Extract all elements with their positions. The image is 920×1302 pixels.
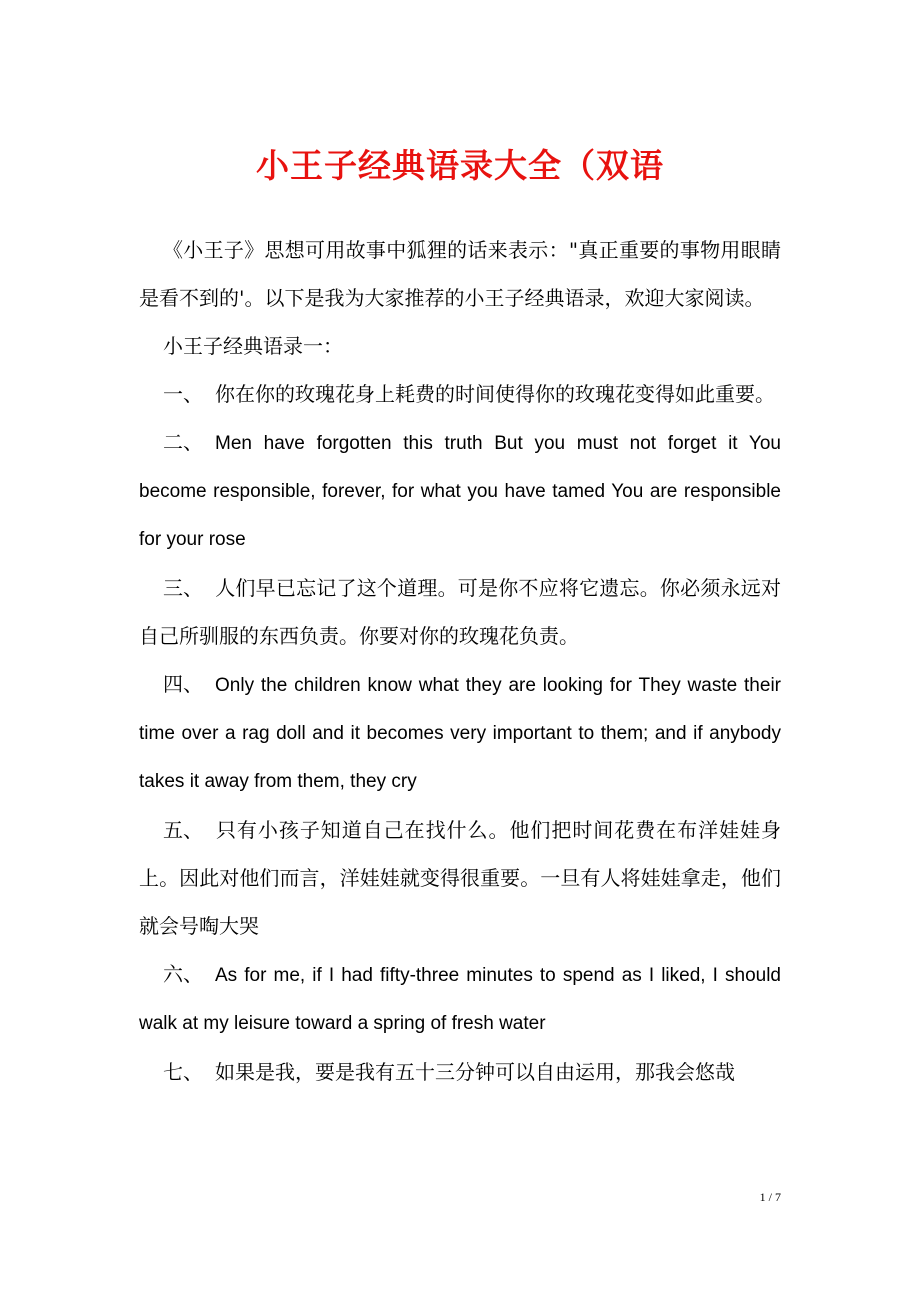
item-text: Only the children know what they are looking for They waste their time over a rag doll and it becomes very important to them; and if anybody takes it away from them, they cry <box>139 675 781 792</box>
list-item <box>139 370 781 418</box>
section-heading: 小王子经典语录一： <box>163 334 343 358</box>
list-item <box>139 564 781 660</box>
document-body <box>139 226 781 1096</box>
item-text: As for me, if I had fifty-three minutes to spend as I liked, I should walk at my leisure toward a spring of fresh water <box>139 965 781 1034</box>
document-title: 小王子经典语录大全（双语 <box>256 146 664 185</box>
item-number: 三、 <box>163 576 203 600</box>
item-text: 人们早已忘记了这个道理。可是你不应将它遗忘。你必须永远对自己所驯服的东西负责。你要对你的玫瑰花负责。 <box>139 576 781 648</box>
list-item <box>139 806 781 950</box>
list-item <box>139 1048 781 1096</box>
item-text: Men have forgotten this truth But you must not forget it You become responsible, forever, for what you have tamed You are responsible for your rose <box>139 433 781 550</box>
item-number: 五、 <box>163 818 203 842</box>
item-text: 如果是我，要是我有五十三分钟可以自由运用，那我会悠哉 <box>215 1060 735 1084</box>
item-text: 你在你的玫瑰花身上耗费的时间使得你的玫瑰花变得如此重要。 <box>215 382 775 406</box>
item-number: 七、 <box>163 1060 203 1084</box>
intro-paragraph: 《小王子》思想可用故事中狐狸的话来表示："真正重要的事物用眼睛是看不到的'。以下是我为大家推荐的小王子经典语录，欢迎大家阅读。 <box>139 238 781 310</box>
page-indicator: 1 / 7 <box>759 1190 781 1204</box>
item-number: 六、 <box>163 962 203 986</box>
list-item <box>139 660 781 806</box>
item-number: 一、 <box>163 382 203 406</box>
list-item <box>139 418 781 564</box>
item-text: 只有小孩子知道自己在找什么。他们把时间花费在布洋娃娃身上。因此对他们而言，洋娃娃就变得很重要。一旦有人将娃娃拿走，他们就会号啕大哭 <box>139 818 781 938</box>
item-number: 二、 <box>163 430 203 454</box>
list-item <box>139 950 781 1048</box>
item-number: 四、 <box>163 672 203 696</box>
